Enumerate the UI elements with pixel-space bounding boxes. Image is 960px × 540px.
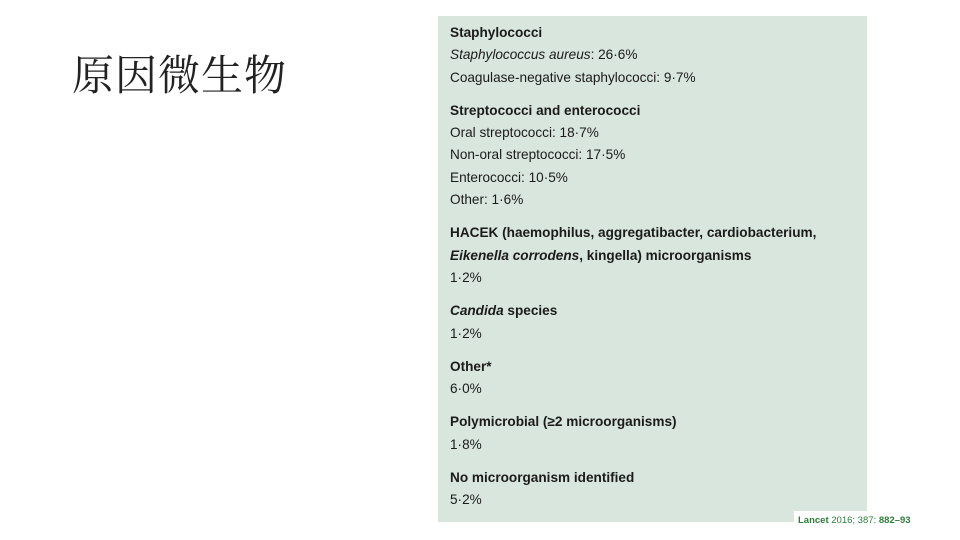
candida-heading-rest: species: [503, 303, 558, 319]
polymicrobial-value: 1·8%: [450, 436, 482, 452]
staph-aureus-name: Staphylococcus aureus: [450, 47, 591, 63]
staph-aureus-value: : 26·6%: [590, 47, 638, 63]
hacek-heading-line1: HACEK (haemophilus, aggregatibacter, cardiobacterium,: [450, 225, 817, 241]
slide-title: 原因微生物: [72, 51, 288, 100]
hacek-heading-line2: [450, 245, 857, 267]
other-group: [450, 356, 857, 401]
coag-neg-row: Coagulase-negative staphylococci: 9·7%: [450, 69, 696, 85]
staphylococci-heading: Staphylococci: [450, 25, 543, 40]
candida-group: [450, 300, 857, 345]
staph-aureus-row: [450, 44, 857, 66]
strep-other-row: Other: 1·6%: [450, 192, 524, 208]
staphylococci-group: [450, 22, 857, 89]
hacek-value: 1·2%: [450, 269, 482, 285]
none-identified-heading: No microorganism identified: [450, 470, 635, 486]
none-identified-group: [450, 467, 857, 512]
other-value: 6·0%: [450, 381, 482, 397]
eikenella-name: Eikenella corrodens: [450, 247, 580, 263]
streptococci-group: [450, 100, 857, 211]
hacek-group: [450, 222, 857, 289]
candida-name: Candida: [450, 303, 504, 319]
candida-value: 1·2%: [450, 325, 482, 341]
citation-journal: Lancet: [798, 515, 829, 526]
non-oral-strep-row: Non-oral streptococci: 17·5%: [450, 147, 626, 163]
polymicrobial-heading: Polymicrobial (≥2 microorganisms): [450, 414, 677, 430]
citation-pages: 882–93: [878, 515, 911, 526]
enterococci-row: Enterococci: 10·5%: [450, 169, 568, 185]
candida-heading: [450, 300, 857, 322]
other-heading: Other*: [450, 358, 492, 374]
citation-detail: 2016; 387:: [828, 515, 879, 526]
microorganism-table: [438, 16, 867, 522]
hacek-heading-rest: , kingella) microorganisms: [579, 247, 752, 263]
none-identified-value: 5·2%: [450, 492, 482, 508]
oral-strep-row: Oral streptococci: 18·7%: [450, 125, 599, 141]
citation: [794, 511, 924, 529]
streptococci-heading: Streptococci and enterococci: [450, 102, 641, 118]
polymicrobial-group: [450, 411, 857, 456]
